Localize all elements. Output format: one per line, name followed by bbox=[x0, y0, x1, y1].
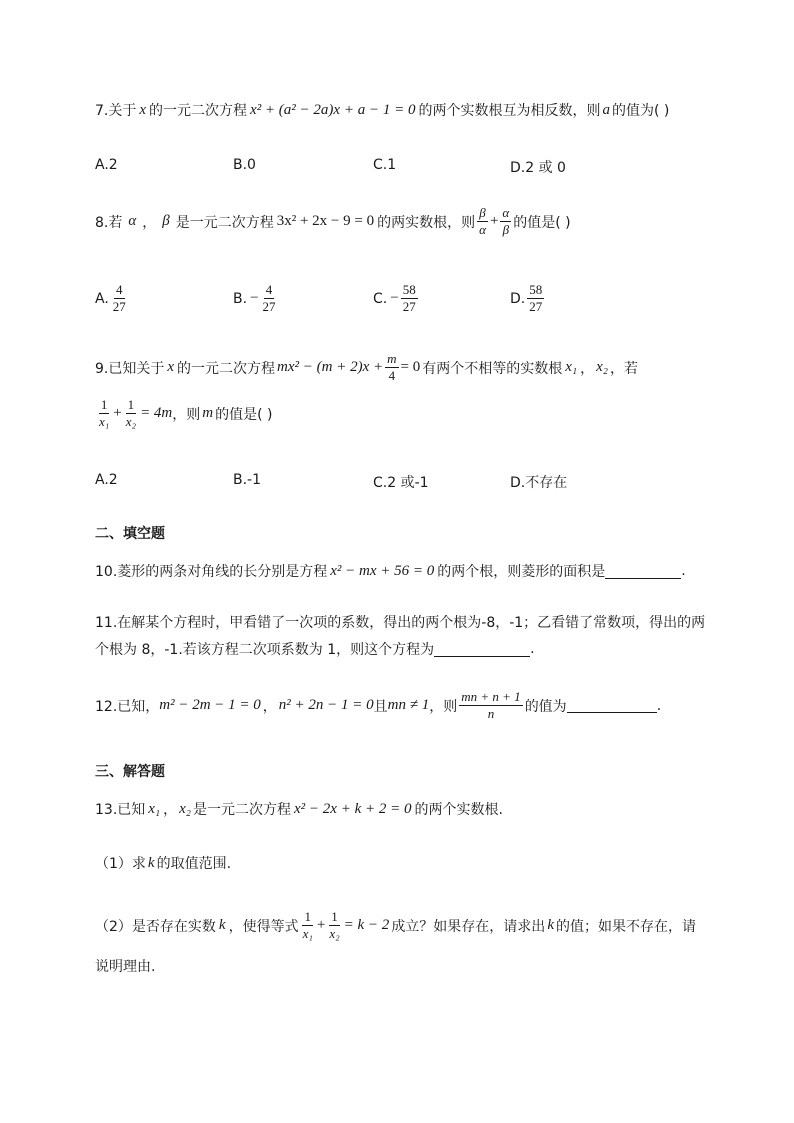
q7-mid: 的一元二次方程 bbox=[149, 103, 248, 119]
q13-comma: ， bbox=[163, 802, 178, 818]
q7-suffix: 的两个实数根互为相反数，则 bbox=[418, 103, 601, 119]
q9-stem-line1 bbox=[95, 352, 638, 384]
q13-x1: x₁ bbox=[148, 800, 161, 817]
q8-fraction-alpha-beta: $\frac{\alpha}{\beta}$ bbox=[502, 205, 510, 238]
q7-var-a: a bbox=[602, 101, 610, 118]
q9-mid: 的一元二次方程 bbox=[177, 360, 276, 377]
q9-x2: x₂ bbox=[596, 359, 608, 376]
q8-option-d[interactable]: D. $\frac{58}{27}$ bbox=[510, 282, 543, 315]
q12-comma: ， bbox=[262, 698, 277, 715]
q8-option-c[interactable]: C. − $\frac{58}{27}$ bbox=[373, 282, 416, 315]
q9-end1: ，若 bbox=[609, 360, 638, 377]
q8-fraction-beta-alpha: $\frac{\beta}{\alpha}$ bbox=[479, 205, 486, 238]
q13-prefix: 13.已知 bbox=[95, 802, 146, 818]
q8-option-a[interactable]: A. $\frac{4}{27}$ bbox=[95, 282, 126, 315]
q11-stem-line1: 11.在解某个方程时，甲看错了一次项的系数，得出的两个根为-8，-1；乙看错了常数项，得出的两 bbox=[95, 615, 706, 631]
q8-plus: + bbox=[489, 213, 499, 230]
q12-end: . bbox=[656, 697, 662, 714]
q12-equation1: m² − 2m − 1 = 0 bbox=[159, 697, 261, 714]
q7-equation: x² + (a² − 2a)x + a − 1 = 0 bbox=[250, 101, 416, 118]
q10-stem bbox=[95, 561, 686, 581]
q12-prefix: 12.已知， bbox=[95, 698, 160, 715]
q13-mid: 是一元二次方程 bbox=[193, 802, 292, 818]
q7-prefix: 7.关于 bbox=[95, 103, 137, 119]
q8-alpha: α bbox=[128, 213, 137, 230]
q11-stem-line2: 个根为 8，-1.若该方程二次项系数为 1，则这个方程为 . bbox=[95, 641, 535, 658]
q12-and: 且 bbox=[373, 698, 388, 715]
q13-part1: （1）求 k 的取值范围. bbox=[95, 854, 232, 872]
q10-answer-blank[interactable] bbox=[605, 564, 681, 579]
q7-option-c[interactable]: C.1 bbox=[373, 157, 397, 173]
q8-comma: ， bbox=[142, 214, 157, 231]
q7-option-b[interactable]: B.0 bbox=[233, 157, 256, 173]
q9-mid2: 有两个不相等的实数根 bbox=[422, 360, 563, 377]
q12-answer-blank[interactable] bbox=[567, 698, 657, 713]
section-fill-in-blank-heading: 二、填空题 bbox=[95, 526, 165, 542]
q11-answer-blank[interactable] bbox=[434, 642, 530, 657]
q12-fraction: $\frac{mn + n + 1}{n}$ bbox=[461, 689, 521, 722]
q9-end: 的值是( ) bbox=[215, 406, 273, 423]
q8-equation: 3x² + 2x − 9 = 0 bbox=[276, 213, 375, 230]
q10-equation: x² − mx + 56 = 0 bbox=[330, 562, 435, 579]
q9-stem-line2 bbox=[95, 398, 273, 430]
q13-equation-k-minus-2: = k − 2 bbox=[343, 917, 390, 934]
q9-option-a[interactable]: A.2 bbox=[95, 472, 118, 488]
q13-part1-k: k bbox=[147, 854, 155, 871]
q8-stem bbox=[95, 206, 571, 238]
q13-part2-line2: 说明理由. bbox=[95, 959, 156, 975]
q9-prefix: 9.已知关于 bbox=[95, 360, 165, 377]
q12-condition: mn ≠ 1 bbox=[387, 697, 430, 714]
q10-suffix: 的两个根，则菱形的面积是 bbox=[437, 564, 606, 580]
q13-equation: x² − 2x + k + 2 = 0 bbox=[294, 800, 412, 817]
q9-var-m: m bbox=[202, 405, 214, 422]
q12-equation2: n² + 2n − 1 = 0 bbox=[278, 697, 374, 714]
q11-end: . bbox=[530, 641, 535, 657]
q9-fraction-m-4: $\frac{m}{4}$ bbox=[387, 351, 397, 384]
q8-mid2: 的两实数根，则 bbox=[377, 214, 476, 231]
q8-prefix: 8.若 bbox=[95, 214, 123, 231]
q9-equation-part2: = 0 bbox=[400, 359, 421, 376]
q9-plus: + bbox=[113, 405, 122, 422]
q13-end: 的两个实数根. bbox=[414, 802, 503, 818]
q8-beta: β bbox=[162, 213, 170, 230]
q13-stem bbox=[95, 799, 503, 819]
q12-stem bbox=[95, 690, 661, 722]
q7-var-x: x bbox=[139, 101, 147, 118]
q9-then: ，则 bbox=[172, 406, 201, 423]
q9-equals-4m: = 4m bbox=[140, 405, 173, 422]
q9-option-b[interactable]: B.-1 bbox=[233, 472, 262, 488]
q12-then: ，则 bbox=[429, 698, 458, 715]
q12-mid: 的值为 bbox=[524, 698, 567, 715]
q9-option-d[interactable]: D.不存在 bbox=[510, 475, 568, 491]
q9-x1: x₁ bbox=[565, 359, 578, 376]
q13-part2-k: k bbox=[218, 917, 226, 934]
q13-fraction-1-x1: $\frac{1}{\text{x₁}}$ bbox=[302, 909, 313, 942]
q9-fraction-1-x1: $\frac{1}{\text{x₁}}$ bbox=[99, 397, 110, 430]
q8-option-b[interactable]: B. − $\frac{4}{27}$ bbox=[233, 282, 276, 315]
q9-option-c[interactable]: C.2 或-1 bbox=[373, 475, 429, 491]
q10-prefix: 10.菱形的两条对角线的长分别是方程 bbox=[95, 564, 328, 580]
q13-fraction-1-x2: $\frac{1}{\text{x₂}}$ bbox=[329, 909, 340, 942]
q7-option-d[interactable]: D.2 或 0 bbox=[510, 160, 566, 176]
q10-end: . bbox=[681, 563, 686, 579]
q13-part2-line1: （2）是否存在实数 k ，使得等式 $\frac{1}{\text{x₁}}$ + $\frac{1}{\text{x₂}}$ = k − 2 成立？如果存在，请求出 k 的值；如果不存在，请 bbox=[95, 909, 696, 942]
q8-mid: 是一元二次方程 bbox=[175, 214, 274, 231]
q9-comma: ， bbox=[580, 360, 595, 377]
q13-part2-k2: k bbox=[547, 917, 554, 934]
q9-equation-part1: mx² − (m + 2)x + bbox=[277, 359, 384, 376]
q7-end: 的值为( ) bbox=[611, 103, 670, 119]
q8-end: 的值是( ) bbox=[513, 214, 571, 231]
q7-stem bbox=[95, 100, 669, 120]
q9-var-x: x bbox=[167, 359, 175, 376]
q13-x2: x₂ bbox=[179, 800, 192, 817]
q9-fraction-1-x2: $\frac{1}{\text{x₂}}$ bbox=[125, 397, 137, 430]
q7-option-a[interactable]: A.2 bbox=[95, 157, 118, 173]
section-solution-heading: 三、解答题 bbox=[95, 764, 165, 780]
